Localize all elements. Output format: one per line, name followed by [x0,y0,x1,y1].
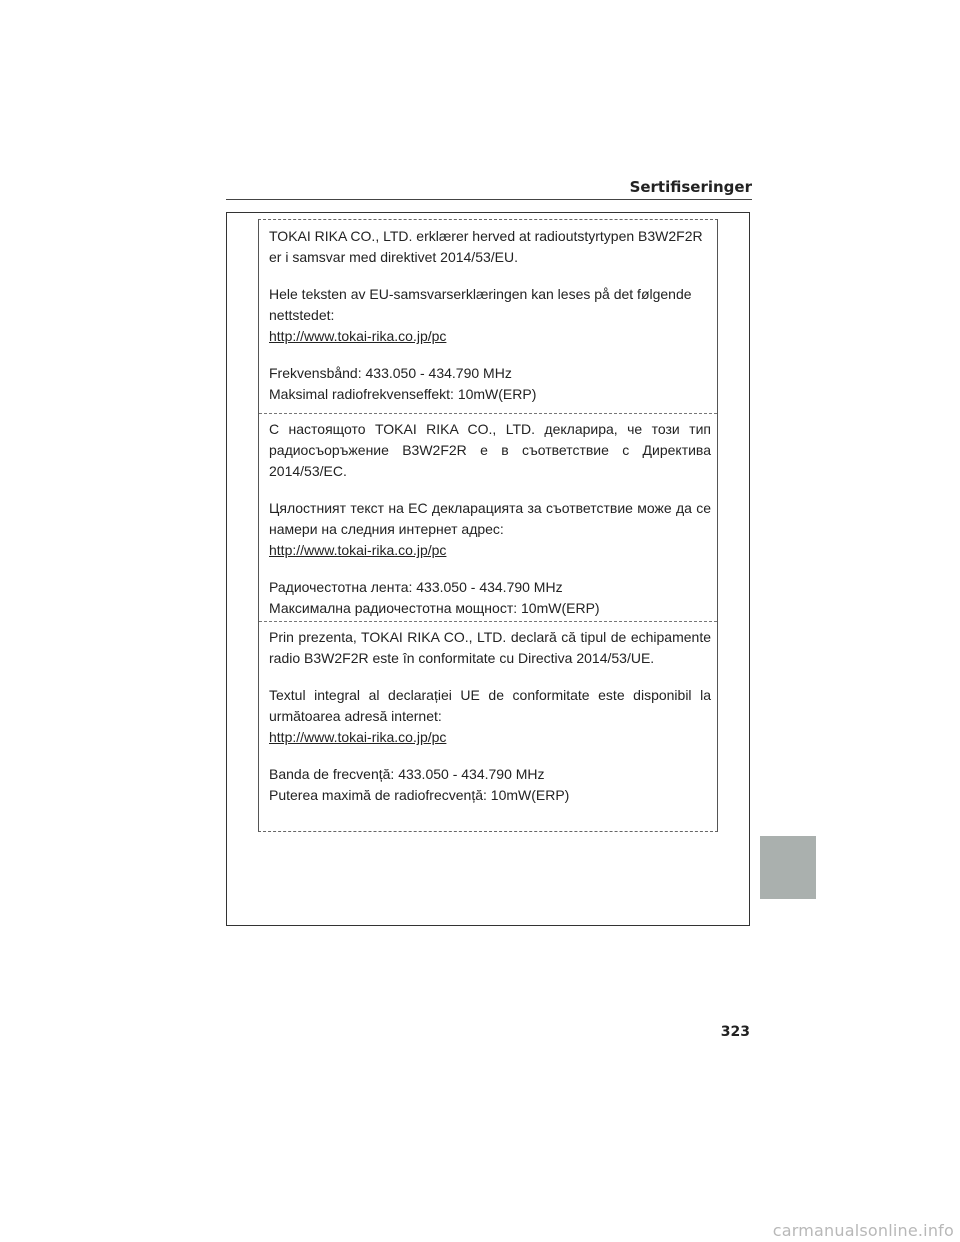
watermark: carmanualsonline.info [772,1221,954,1240]
section-divider [259,413,717,414]
declaration-link[interactable]: http://www.tokai-rika.co.jp/pc [269,328,447,344]
declaration-statement: С настоящото TOKAI RIKA CO., LTD. декларира, че този тип радиосъоръжение B3W2F2R е в съответствие с Директива 2014/53/ЕС. [269,421,711,479]
max-power: Максимална радиочестотна мощност: 10mW(ERP) [269,600,600,616]
max-power: Maksimal radiofrekvenseffekt: 10mW(ERP) [269,386,537,402]
frequency-band: Frekvensbånd: 433.050 - 434.790 MHz [269,365,512,381]
declaration-text-note: Textul integral al declarației UE de conformitate este disponibil la următoarea adresă internet: [269,687,711,724]
declaration-text-note: Hele teksten av EU-samsvarserklæringen kan leses på det følgende nettstedet: [269,286,692,323]
declaration-romanian [269,627,711,806]
max-power: Puterea maximă de radiofrecvență: 10mW(ERP) [269,787,570,803]
section-divider [259,621,717,622]
declaration-statement: TOKAI RIKA CO., LTD. erklærer herved at radioutstyrtypen B3W2F2R er i samsvar med direktivet 2014/53/EU. [269,228,703,265]
declaration-norwegian [269,226,711,405]
declaration-box [258,219,718,832]
chapter-tab [760,836,816,899]
section-title: Sertifiseringer [629,178,752,196]
declaration-statement: Prin prezenta, TOKAI RIKA CO., LTD. declară că tipul de echipamente radio B3W2F2R este în conformitate cu Directiva 2014/53/UE. [269,629,711,666]
declaration-link[interactable]: http://www.tokai-rika.co.jp/pc [269,542,447,558]
declaration-link[interactable]: http://www.tokai-rika.co.jp/pc [269,729,447,745]
declaration-text-note: Цялостният текст на ЕС декларацията за съответствие може да се намери на следния интернет адрес: [269,500,711,537]
declaration-bulgarian [269,419,711,619]
frequency-band: Радиочестотна лента: 433.050 - 434.790 MHz [269,579,563,595]
frequency-band: Banda de frecvență: 433.050 - 434.790 MHz [269,766,545,782]
page-number: 323 [720,1024,750,1040]
header-rule [226,199,752,200]
